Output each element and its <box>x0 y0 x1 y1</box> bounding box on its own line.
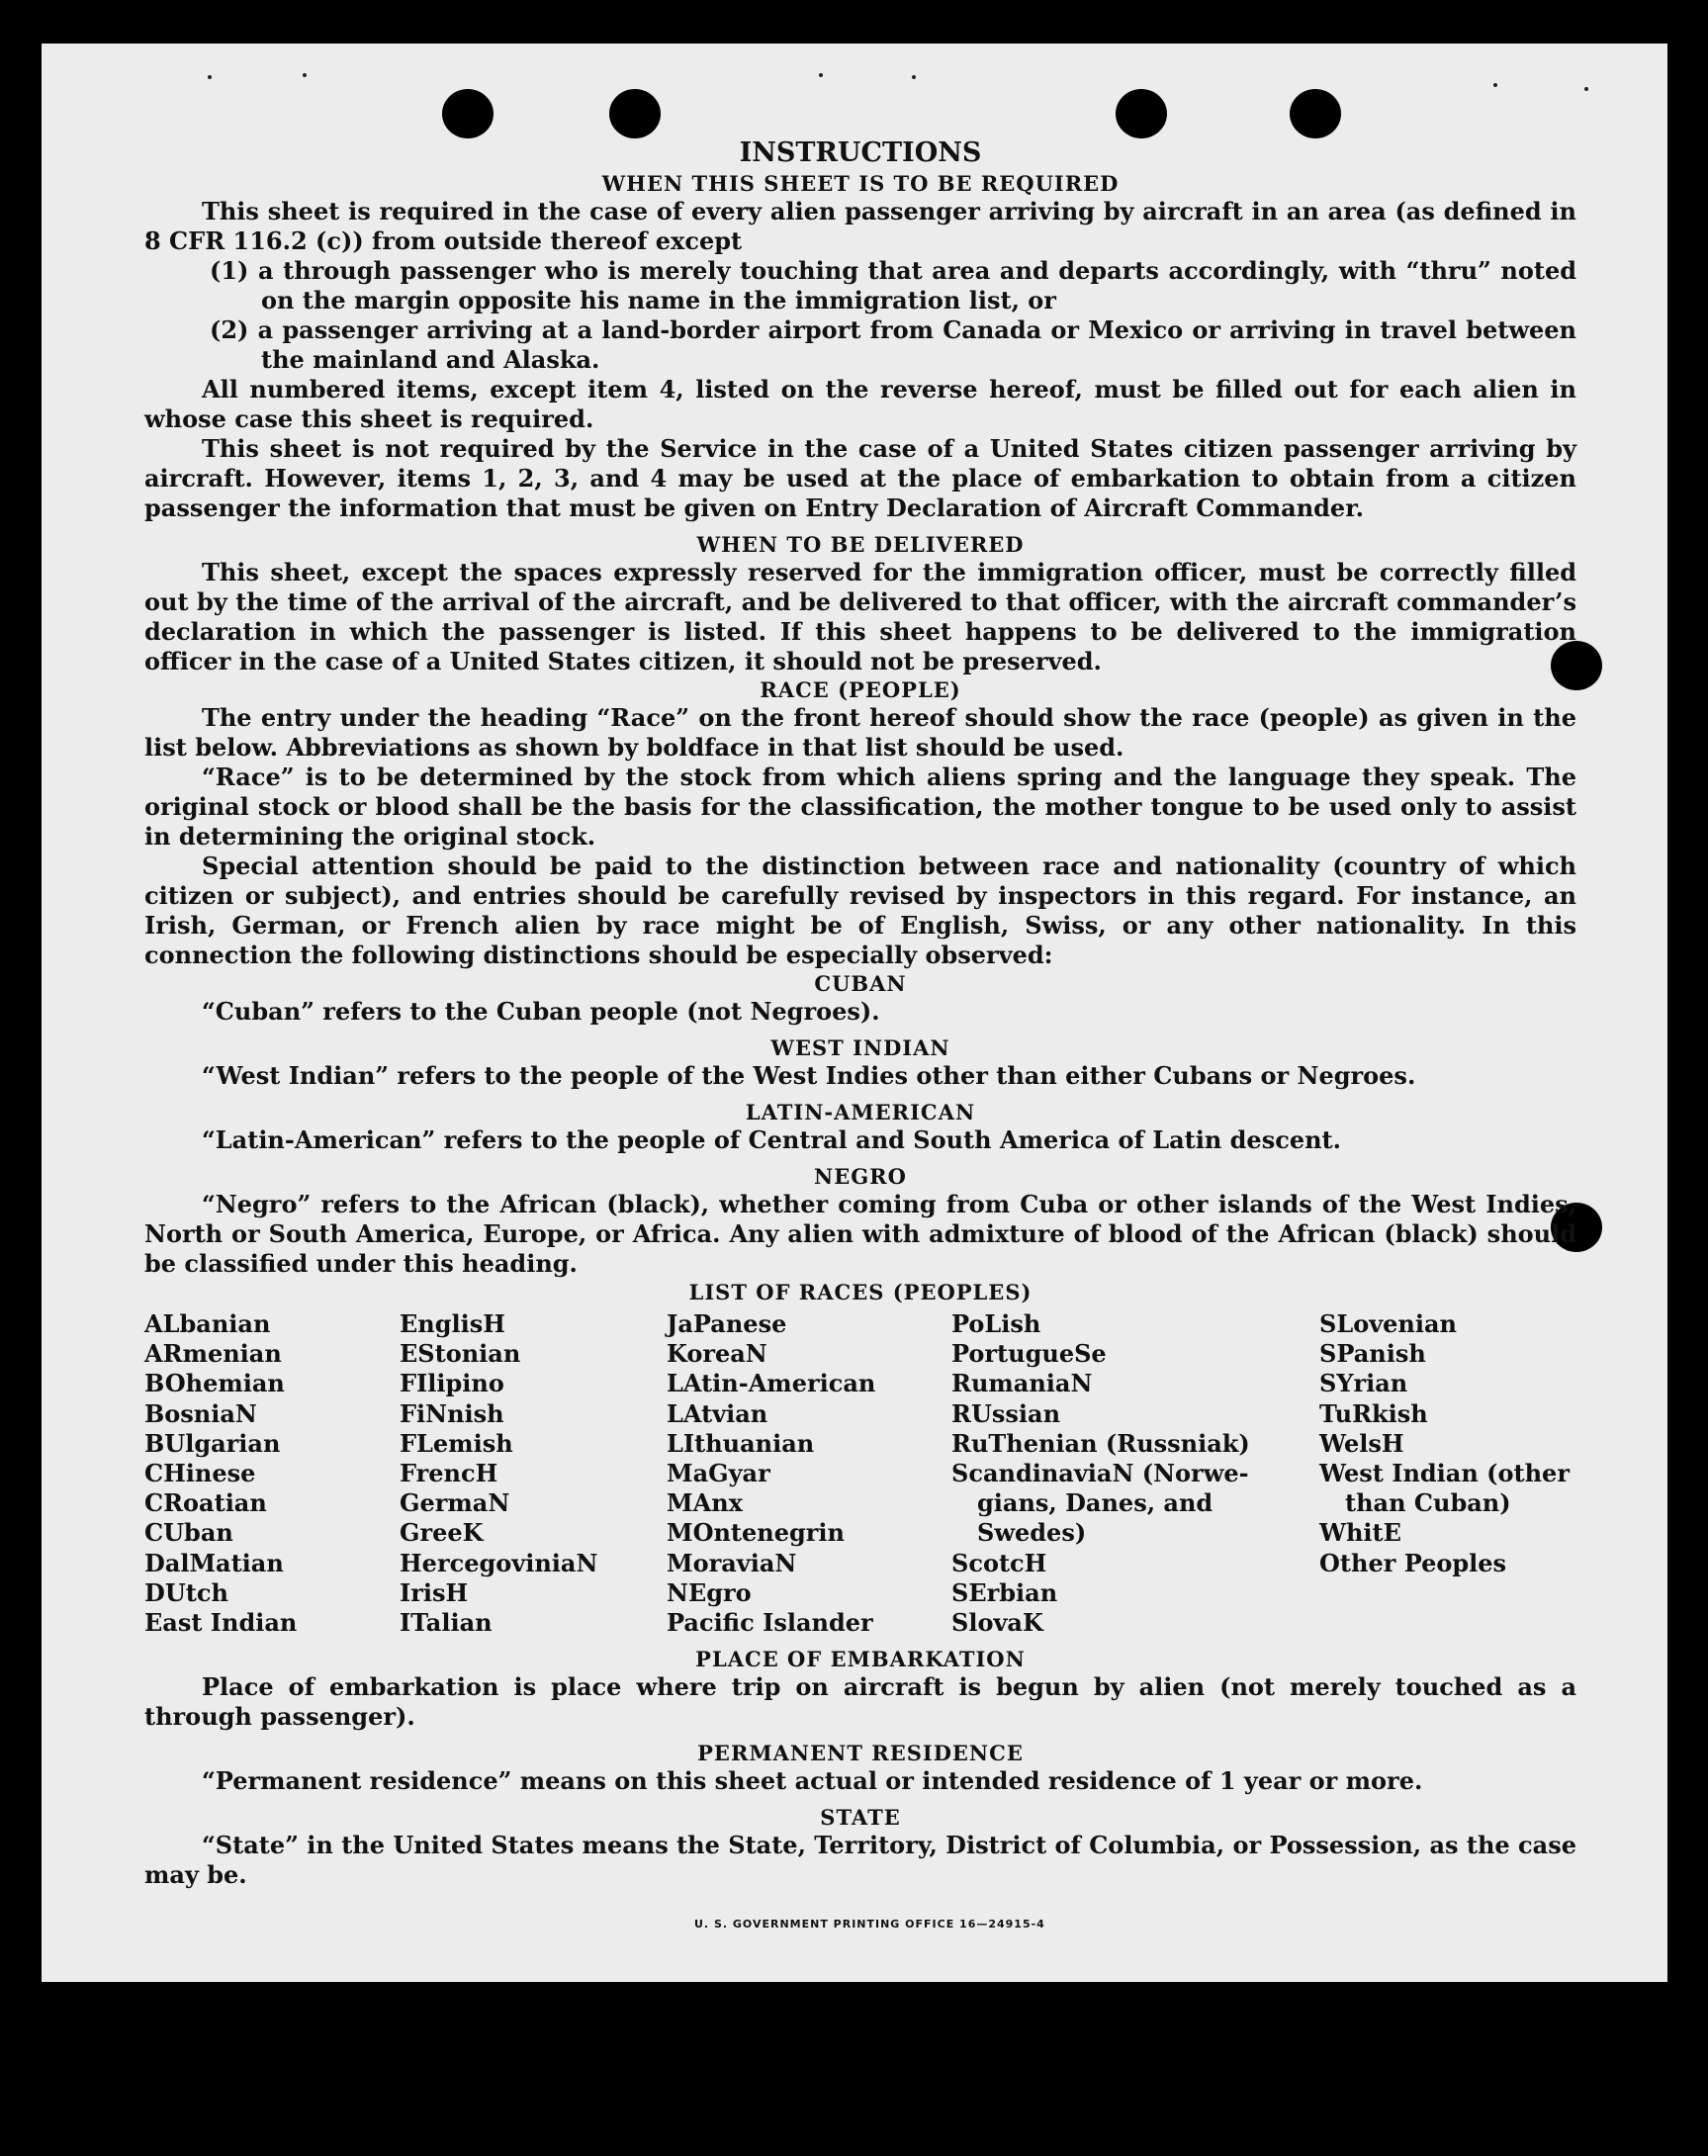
race-entry: ScandinaviaN (Norwe- <box>951 1459 1249 1488</box>
speck <box>208 75 212 79</box>
paragraph: This sheet is not required by the Service in the case of a United States citizen passenger arriving by aircraft. However, items 1, 2, 3, and 4 may be used at the place of embarkation to obtain from a citizen passenger the information that must be given on Entry Declaration of Aircraft Commander. <box>144 434 1576 522</box>
paragraph: “Cuban” refers to the Cuban people (not Negroes). <box>202 997 880 1026</box>
paragraph: “West Indian” refers to the people of the West Indies other than either Cubans or Negroes. <box>202 1061 1416 1090</box>
race-entry: Swedes) <box>977 1518 1087 1548</box>
race-entry: FrencH <box>400 1459 498 1488</box>
races-list <box>144 1309 1576 1638</box>
race-entry: ScotcH <box>951 1548 1047 1577</box>
race-entry: EnglisH <box>400 1309 505 1338</box>
race-entry: DalMatian <box>144 1548 284 1577</box>
paragraph: This sheet is required in the case of every alien passenger arriving by aircraft in an area (as defined in 8 CFR 116.2 (c)) from outside thereof except <box>144 197 1576 255</box>
race-entry: FiNnish <box>400 1398 504 1428</box>
speck <box>912 75 916 79</box>
race-entry: TuRkish <box>1319 1398 1428 1428</box>
section-heading: NEGRO <box>814 1164 907 1189</box>
race-entry: LAtvian <box>667 1398 768 1428</box>
race-entry: MoraviaN <box>667 1548 797 1577</box>
race-entry: BosniaN <box>144 1398 257 1428</box>
section-heading: WHEN THIS SHEET IS TO BE REQUIRED <box>601 171 1120 196</box>
race-entry: FIlipino <box>400 1369 504 1398</box>
paragraph: Special attention should be paid to the distinction between race and nationality (country of which citizen or subject), and entries should be carefully revised by inspectors in this regard. For instance, an Irish, German, or French alien by race might be of English, Swiss, or any other nationality. In this connection the following distinctions should be especially observed: <box>144 852 1576 969</box>
race-entry: BOhemian <box>144 1369 285 1398</box>
race-entry: gians, Danes, and <box>977 1488 1214 1518</box>
races-column <box>951 1309 1319 1638</box>
paragraph: Place of embarkation is place where trip on aircraft is begun by alien (not merely touched as a through passenger). <box>144 1672 1576 1732</box>
paragraph: “State” in the United States means the State, Territory, District of Columbia, or Possession, as the case may be. <box>144 1831 1576 1890</box>
section-heading: WEST INDIAN <box>770 1035 950 1060</box>
printing-office-footer: U. S. GOVERNMENT PRINTING OFFICE 16—24915-4 <box>694 1918 1045 1931</box>
race-entry: BUlgarian <box>144 1428 281 1458</box>
speck <box>819 73 823 77</box>
race-entry: SErbian <box>951 1577 1058 1607</box>
section-heading: WHEN TO BE DELIVERED <box>696 532 1025 557</box>
paragraph: This sheet, except the spaces expressly reserved for the immigration officer, must be correctly filled out by the time of the arrival of the aircraft, and be delivered to that officer, with the aircraft commander’s declaration in which the passenger is listed. If this sheet happens to be delivered to the immigration officer in the case of a United States citizen, it should not be preserved. <box>144 558 1576 675</box>
race-entry: SLovenian <box>1319 1309 1457 1338</box>
race-entry: West Indian (other <box>1319 1459 1570 1488</box>
race-entry: JaPanese <box>667 1309 787 1338</box>
punch-hole <box>442 89 494 138</box>
paragraph: “Race” is to be determined by the stock from which aliens spring and the language they speak. The original stock or blood shall be the basis for the classification, the mother tongue to be used only to assist in determining the original stock. <box>144 763 1576 851</box>
race-entry: SlovaK <box>951 1608 1043 1638</box>
section-heading: CUBAN <box>814 971 907 996</box>
race-entry: East Indian <box>144 1608 298 1638</box>
paragraph: All numbered items, except item 4, listed on the reverse hereof, must be filled out for each alien in whose case this sheet is required. <box>144 375 1576 433</box>
race-entry: RUssian <box>951 1398 1061 1428</box>
race-entry: NEgro <box>667 1577 752 1607</box>
punch-hole <box>1116 89 1167 138</box>
race-entry: CHinese <box>144 1459 256 1488</box>
page-title: INSTRUCTIONS <box>739 137 982 168</box>
race-entry: RuThenian (Russniak) <box>951 1428 1250 1458</box>
paragraph: “Permanent residence” means on this sheet actual or intended residence of 1 year or more. <box>202 1766 1423 1796</box>
race-entry: PoLish <box>951 1309 1041 1338</box>
document-sheet <box>42 44 1667 1982</box>
race-entry: MOntenegrin <box>667 1518 845 1548</box>
list-item: (1) a through passenger who is merely touching that area and departs accordingly, with “thru” noted on the margin opposite his name in the immigration list, or <box>210 256 1576 314</box>
race-entry: KoreaN <box>667 1339 767 1369</box>
list-item: (2) a passenger arriving at a land-border airport from Canada or Mexico or arriving in travel between the mainland and Alaska. <box>210 315 1576 374</box>
race-entry: GreeK <box>400 1518 484 1548</box>
section-heading: STATE <box>820 1805 901 1831</box>
speck <box>1493 83 1497 87</box>
section-heading: PLACE OF EMBARKATION <box>695 1647 1026 1672</box>
race-entry: WelsH <box>1319 1428 1404 1458</box>
races-column <box>144 1309 400 1638</box>
race-entry: IrisH <box>400 1577 469 1607</box>
races-column <box>400 1309 667 1638</box>
race-entry: ITalian <box>400 1608 493 1638</box>
paragraph: The entry under the heading “Race” on the front hereof should show the race (people) as given in the list below. Abbreviations as shown by boldface in that list should be used. <box>144 703 1576 762</box>
race-entry: ALbanian <box>144 1309 271 1338</box>
punch-hole <box>609 89 661 138</box>
speck <box>303 73 307 77</box>
race-entry: WhitE <box>1319 1518 1401 1548</box>
section-heading: LATIN-AMERICAN <box>745 1100 976 1124</box>
race-entry: LIthuanian <box>667 1428 815 1458</box>
section-heading: LIST OF RACES (PEOPLES) <box>688 1280 1033 1304</box>
race-entry: MAnx <box>667 1488 743 1518</box>
race-entry: DUtch <box>144 1577 228 1607</box>
race-entry: FLemish <box>400 1428 513 1458</box>
races-column <box>1319 1309 1576 1638</box>
race-entry: CRoatian <box>144 1488 267 1518</box>
race-entry: SYrian <box>1319 1369 1408 1398</box>
races-column <box>667 1309 951 1638</box>
race-entry: RumaniaN <box>951 1369 1093 1398</box>
paragraph: “Negro” refers to the African (black), whether coming from Cuba or other islands of the West Indies, North or South America, Europe, or Africa. Any alien with admixture of blood of the African (black) should be classified under this heading. <box>144 1190 1576 1278</box>
race-entry: MaGyar <box>667 1459 770 1488</box>
race-entry: HercegoviniaN <box>400 1548 598 1577</box>
section-heading: PERMANENT RESIDENCE <box>697 1741 1024 1766</box>
race-entry: CUban <box>144 1518 233 1548</box>
race-entry: SPanish <box>1319 1339 1426 1369</box>
race-entry: GermaN <box>400 1488 510 1518</box>
instructions-content <box>144 136 1576 1890</box>
race-entry: Other Peoples <box>1319 1548 1507 1577</box>
race-entry: PortugueSe <box>951 1339 1107 1369</box>
punch-hole <box>1290 89 1341 138</box>
race-entry: ARmenian <box>144 1339 282 1369</box>
paragraph: “Latin-American” refers to the people of Central and South America of Latin descent. <box>202 1125 1341 1154</box>
race-entry: LAtin-American <box>667 1369 876 1398</box>
race-entry: EStonian <box>400 1339 521 1369</box>
section-heading: RACE (PEOPLE) <box>760 677 961 702</box>
race-entry: Pacific Islander <box>667 1608 873 1638</box>
speck <box>1584 87 1588 91</box>
race-entry: than Cuban) <box>1345 1488 1511 1518</box>
